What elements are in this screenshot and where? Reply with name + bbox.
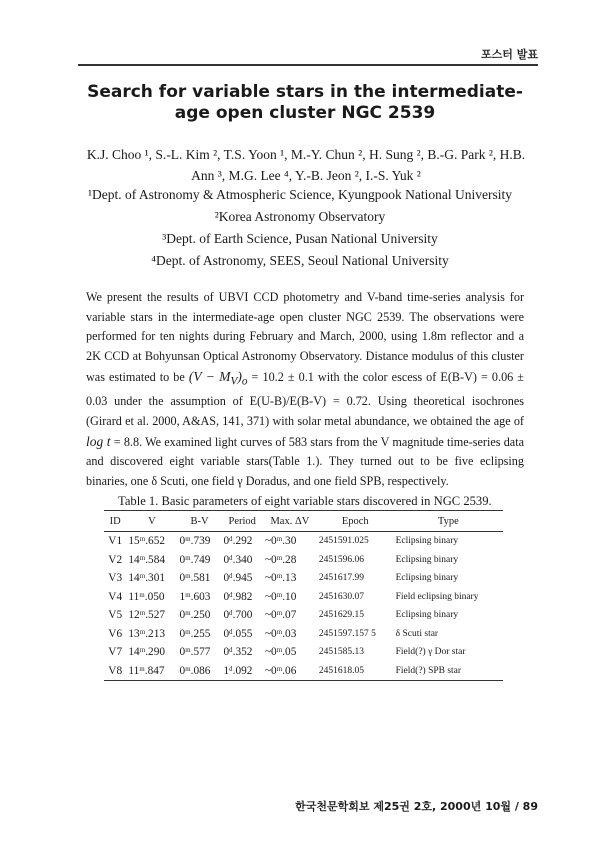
table-cell: 0ᵐ.250 bbox=[179, 609, 211, 622]
abstract-text-1: We present the results of UBVI CCD photometry and V-band time-series analysis for variable stars in the intermediate-age open cluster NGC 2539. The observations were performed for ten nights during February and March, 2000, using 1.8m reflector and a 2K CCD at Bohyunsan Optical Astronomy Observatory. Distance modulus of this cluster was estimated to be bbox=[86, 290, 524, 384]
col-type: Type bbox=[394, 511, 503, 532]
table-cell: 13ᵐ.213 bbox=[128, 627, 165, 640]
table-cell: ~0ᵐ.03 bbox=[264, 627, 297, 640]
table-cell: 0ᵐ.577 bbox=[179, 646, 211, 659]
table-row bbox=[104, 551, 503, 570]
distance-modulus-expr: $(V - M_V)_o$ bbox=[188, 368, 248, 388]
table-row bbox=[104, 532, 503, 551]
table-cell: 0ᵐ.749 bbox=[179, 553, 211, 566]
abstract-text-3: = 8.8. We examined light curves of 583 stars from the V magnitude time-series data and discovered eight variable stars(Table 1.). They turned out to be five eclipsing binaries, one δ Scuti, one field γ Doradus, and one field SPB, respectively. bbox=[86, 434, 524, 489]
table-cell: 1ᵈ.092 bbox=[223, 664, 253, 677]
table-cell: ~0ᵐ.10 bbox=[264, 590, 297, 603]
table-cell: Eclipsing binary bbox=[395, 536, 459, 547]
table-cell: 0ᵈ.352 bbox=[223, 646, 253, 659]
table-cell: V8 bbox=[108, 664, 123, 677]
table-cell: V2 bbox=[108, 553, 123, 566]
col-v: V bbox=[126, 511, 177, 532]
table-cell: 1ᵐ.603 bbox=[179, 590, 211, 603]
author-list: K.J. Choo ¹, S.-L. Kim ², T.S. Yoon ¹, M.-Y. Chun ², H. Sung ², B.-G. Park ², H.B. Ann ³, M.G. Lee ⁴, Y.-B. Jeon ², I.-S. Yuk ² bbox=[86, 147, 526, 183]
table-cell: 2451617.99 bbox=[318, 573, 364, 584]
journal-footer: 한국천문학회보 제25권 2호, 2000년 10월 / 89 bbox=[295, 800, 538, 813]
table-cell: 2451591.025 bbox=[318, 536, 369, 547]
table-cell: δ Scuti star bbox=[395, 628, 439, 639]
table-cell: 2451596.06 bbox=[318, 554, 364, 565]
table-cell: 14ᵐ.584 bbox=[128, 553, 165, 566]
table-cell: Eclipsing binary bbox=[395, 554, 459, 565]
col-period: Period bbox=[221, 511, 262, 532]
table-cell: 2451597.157 5 bbox=[318, 628, 376, 639]
table-cell: Eclipsing binary bbox=[395, 573, 459, 584]
table-cell: 0ᵈ.055 bbox=[223, 627, 253, 640]
table-cell: ~0ᵐ.28 bbox=[264, 553, 297, 566]
table-cell: 0ᵈ.292 bbox=[223, 535, 253, 548]
table-cell: ~0ᵐ.06 bbox=[264, 664, 297, 677]
table-cell: ~0ᵐ.05 bbox=[264, 646, 297, 659]
table-cell: V1 bbox=[108, 535, 123, 548]
table-cell: V7 bbox=[108, 646, 123, 659]
table-cell: 11ᵐ.050 bbox=[128, 590, 165, 603]
abstract-text-2: = 10.2 ± 0.1 with the color escess of E(B-V) = 0.06 ± 0.03 under the assumption of E(U-B)/E(B-V) = 0.72. Using theoretical isochrones (Girard et al. 2000, A&AS, 141, 371) with solar metal abundance, we obtained the age of bbox=[86, 369, 524, 428]
table-caption: Table 1. Basic parameters of eight variable stars discovered in NGC 2539. bbox=[118, 494, 492, 508]
table-cell: V5 bbox=[108, 609, 123, 622]
table-header-row bbox=[104, 511, 503, 532]
table-cell: ~0ᵐ.07 bbox=[264, 609, 297, 622]
table-cell: 15ᵐ.652 bbox=[128, 535, 165, 548]
col-id: ID bbox=[104, 511, 126, 532]
table-cell: 0ᵐ.739 bbox=[179, 535, 211, 548]
table-cell: V4 bbox=[108, 590, 123, 603]
col-bv: B-V bbox=[178, 511, 222, 532]
age-expr: log t bbox=[86, 433, 111, 449]
header-rule bbox=[78, 64, 538, 66]
abstract bbox=[86, 288, 524, 492]
table-cell: 2451585.13 bbox=[318, 647, 364, 658]
table-cell: 0ᵈ.700 bbox=[223, 609, 253, 622]
table-cell: 14ᵐ.290 bbox=[128, 646, 165, 659]
table-row bbox=[104, 662, 503, 681]
col-max-dv: Max. ΔV bbox=[263, 511, 317, 532]
table-cell: ~0ᵐ.30 bbox=[264, 535, 297, 548]
table-cell: 2451629.15 bbox=[318, 610, 364, 621]
affiliation-4: ⁴Dept. of Astronomy, SEES, Seoul National University bbox=[151, 253, 449, 268]
table-cell: 0ᵐ.255 bbox=[179, 627, 211, 640]
table-cell: 0ᵈ.945 bbox=[223, 572, 253, 585]
paper-title: Search for variable stars in the intermediate-age open cluster NGC 2539 bbox=[87, 82, 523, 123]
table-cell: Eclipsing binary bbox=[395, 610, 459, 621]
table-cell: 0ᵈ.340 bbox=[223, 553, 253, 566]
table-cell: Field(?) SPB star bbox=[395, 665, 462, 676]
table-cell: Field(?) γ Dor star bbox=[395, 647, 466, 658]
affiliation-3: ³Dept. of Earth Science, Pusan National University bbox=[162, 231, 438, 246]
table-cell: ~0ᵐ.13 bbox=[264, 572, 297, 585]
table-cell: Field eclipsing binary bbox=[395, 591, 479, 602]
section-header: 포스터 발표 bbox=[481, 48, 538, 61]
table-cell: 0ᵈ.982 bbox=[223, 590, 253, 603]
affiliation-2: ²Korea Astronomy Observatory bbox=[214, 209, 386, 224]
table-cell: 0ᵐ.086 bbox=[179, 664, 211, 677]
table-cell: 0ᵐ.581 bbox=[179, 572, 211, 585]
table-cell: V6 bbox=[108, 627, 123, 640]
table-cell: V3 bbox=[108, 572, 123, 585]
table-row bbox=[104, 625, 503, 644]
table-cell: 11ᵐ.847 bbox=[128, 664, 165, 677]
table-row bbox=[104, 643, 503, 662]
table-cell: 2451630.07 bbox=[318, 591, 364, 602]
table-row bbox=[104, 588, 503, 607]
col-epoch: Epoch bbox=[317, 511, 394, 532]
variable-stars-table bbox=[104, 510, 503, 681]
table-row bbox=[104, 569, 503, 588]
table-cell: 12ᵐ.527 bbox=[128, 609, 165, 622]
table-cell: 2451618.05 bbox=[318, 665, 364, 676]
affiliation-1: ¹Dept. of Astronomy & Atmospheric Science, Kyungpook National University bbox=[88, 187, 512, 202]
table-row bbox=[104, 606, 503, 625]
table-cell: 14ᵐ.301 bbox=[128, 572, 165, 585]
